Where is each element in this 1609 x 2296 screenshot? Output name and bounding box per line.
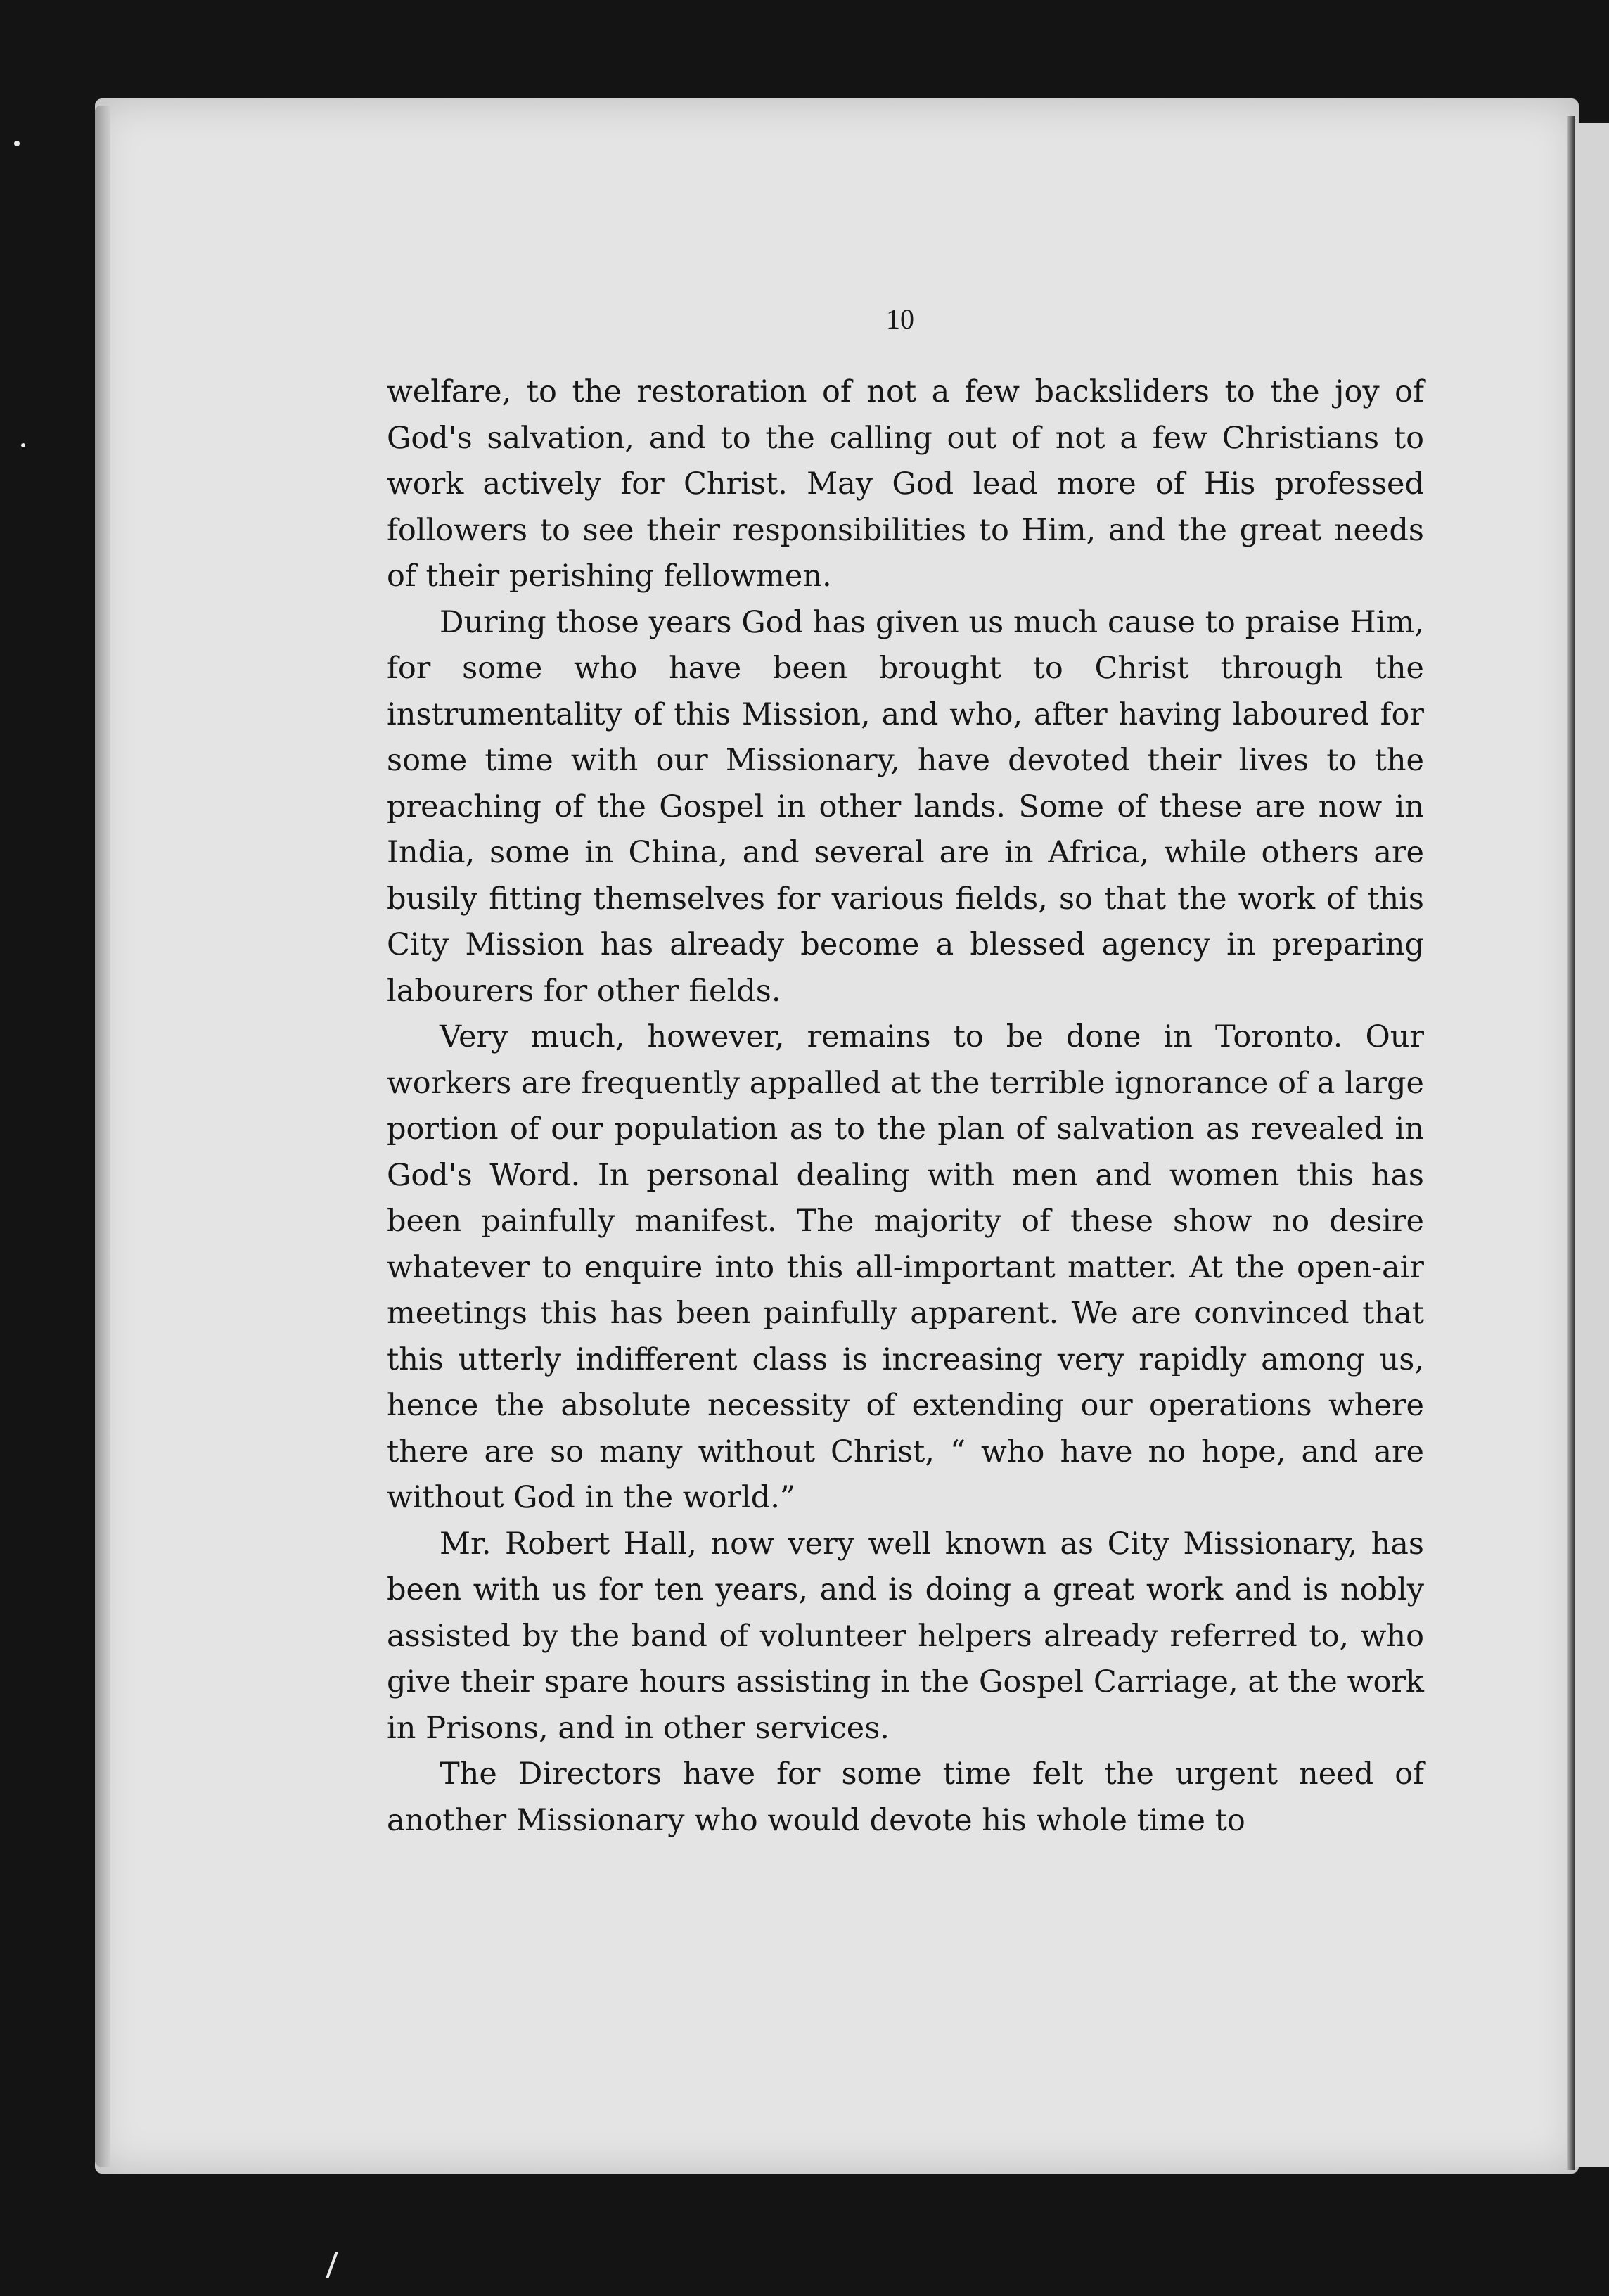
page-edge — [95, 106, 110, 2167]
paragraph: Very much, however, remains to be done in Toronto. Our workers are frequently appalled at the terrible ignorance of a large portion of our population as to the plan of salvation as revealed in God's Word. In personal dealing with men and women this has been painfully manifest. The majority of these show no desire whatever to enquire into this all-important matter. At the open-air meetings this has been painfully apparent. We are convinced that this utterly indifferent class is increasing very rapidly among us, hence the absolute necessity of extending our operations where there are so many without Christ, “ who have no hope, and are without God in the world.” — [387, 1019, 1424, 1515]
facing-page-edge — [1575, 123, 1609, 2167]
paragraph: The Directors have for some time felt the urgent need of another Missionary who would devote his whole time to — [387, 1756, 1424, 1838]
paragraph: welfare, to the restoration of not a few backsliders to the joy of God's salvation, and to the calling out of not a few Christians to work actively for Christ. May God lead more of His professed followers to see their responsibilities to Him, and the great needs of their perishing fellowmen. — [387, 374, 1424, 594]
paragraph: Mr. Robert Hall, now very well known as City Missionary, has been with us for ten years, and is doing a great work and is nobly assisted by the band of volunteer helpers already referred to, who give their spare hours assisting in the Gospel Carriage, at the work in Prisons, and in other services. — [387, 1526, 1424, 1746]
dust-speck — [326, 2252, 338, 2279]
body-text — [387, 369, 1424, 1844]
dust-speck — [21, 443, 25, 447]
book-gutter — [1567, 116, 1575, 2170]
paragraph: During those years God has given us much cause to praise Him, for some who have been brought to Christ through the instrumentality of this Mission, and who, after having laboured for some time with our Missionary, have devoted their lives to the preaching of the Gospel in other lands. Some of these are now in India, some in China, and several are in Africa, while others are busily fitting themselves for various fields, so that the work of this City Mission has already become a blessed agency in preparing labourers for other fields. — [387, 604, 1424, 1009]
dust-speck — [14, 141, 20, 146]
page-number: 10 — [886, 303, 914, 335]
